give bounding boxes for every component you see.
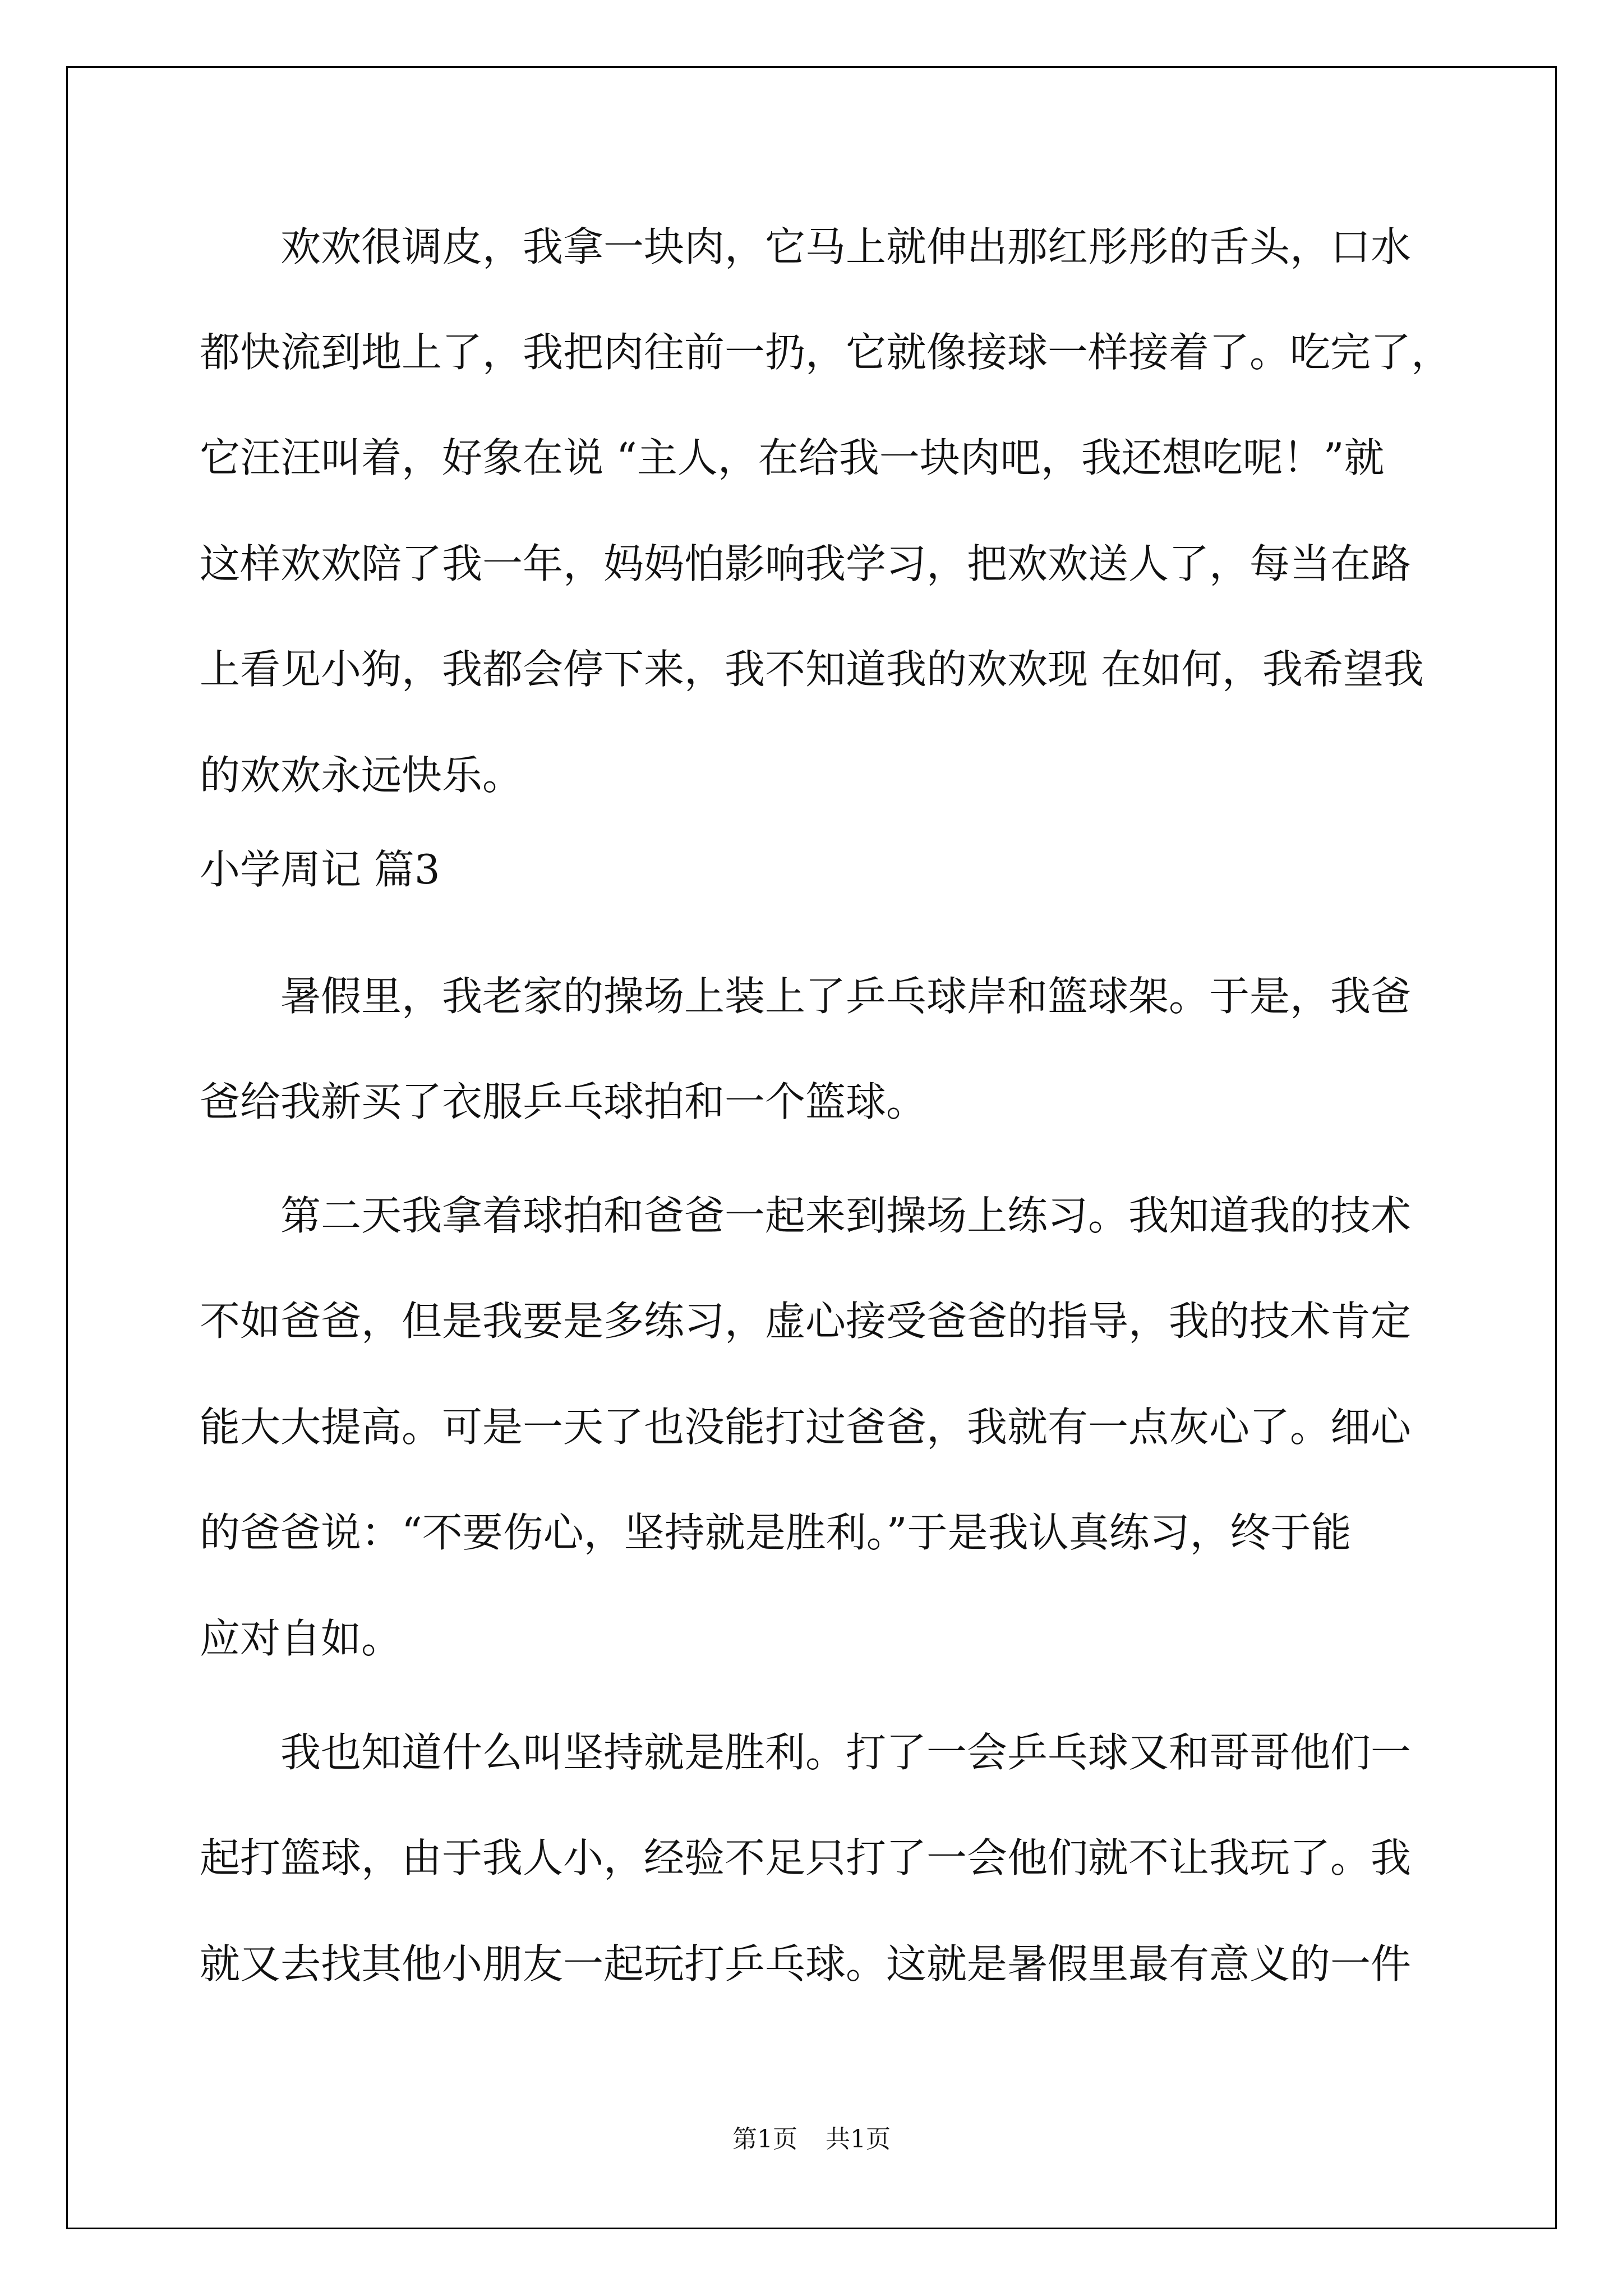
text-line: 暑假里，我老家的操场上装上了乒乓球岸和篮球架。于是，我爸 (200, 973, 1412, 1020)
text-line: 欢欢很调皮，我拿一块肉，它马上就伸出那红彤彤的舌头，口水 (200, 223, 1412, 270)
page-number: 第1页 (732, 2125, 797, 2154)
text-line: 的爸爸说：“不要伤心，坚持就是胜利。”于是我认真练习，终于能 (200, 1509, 1352, 1556)
text-line: 都快流到地上了，我把肉往前一扔，它就像接球一样接着了。吃完了， (200, 329, 1452, 376)
text-line: 上看见小狗，我都会停下来，我不知道我的欢欢现 在如何，我希望我 (200, 646, 1424, 693)
section-heading: 小学周记 篇3 (200, 846, 440, 893)
page-footer (0, 2124, 1623, 2155)
text-line: 不如爸爸，但是我要是多练习，虚心接受爸爸的指导，我的技术肯定 (200, 1297, 1412, 1345)
text-line: 我也知道什么叫坚持就是胜利。打了一会乒乓球又和哥哥他们一 (200, 1729, 1412, 1776)
text-line: 就又去找其他小朋友一起玩打乒乓球。这就是暑假里最有意义的一件 (200, 1940, 1412, 1987)
text-line: 能大大提高。可是一天了也没能打过爸爸，我就有一点灰心了。细心 (200, 1404, 1412, 1451)
text-line: 起打篮球，由于我人小，经验不足只打了一会他们就不让我玩了。我 (200, 1834, 1412, 1881)
page-total: 共1页 (826, 2125, 891, 2154)
page-border (66, 66, 1557, 2229)
text-line: 这样欢欢陪了我一年，妈妈怕影响我学习，把欢欢送人了，每当在路 (200, 540, 1412, 587)
text-line: 应对自如。 (200, 1615, 402, 1662)
text-line: 爸给我新买了衣服乒乓球拍和一个篮球。 (200, 1078, 927, 1125)
text-line: 的欢欢永远快乐。 (200, 752, 523, 799)
text-line: 第二天我拿着球拍和爸爸一起来到操场上练习。我知道我的技术 (200, 1192, 1412, 1239)
text-line: 它汪汪叫着，好象在说 “主人，在给我一块肉吧，我还想吃呢！”就 (200, 434, 1385, 481)
